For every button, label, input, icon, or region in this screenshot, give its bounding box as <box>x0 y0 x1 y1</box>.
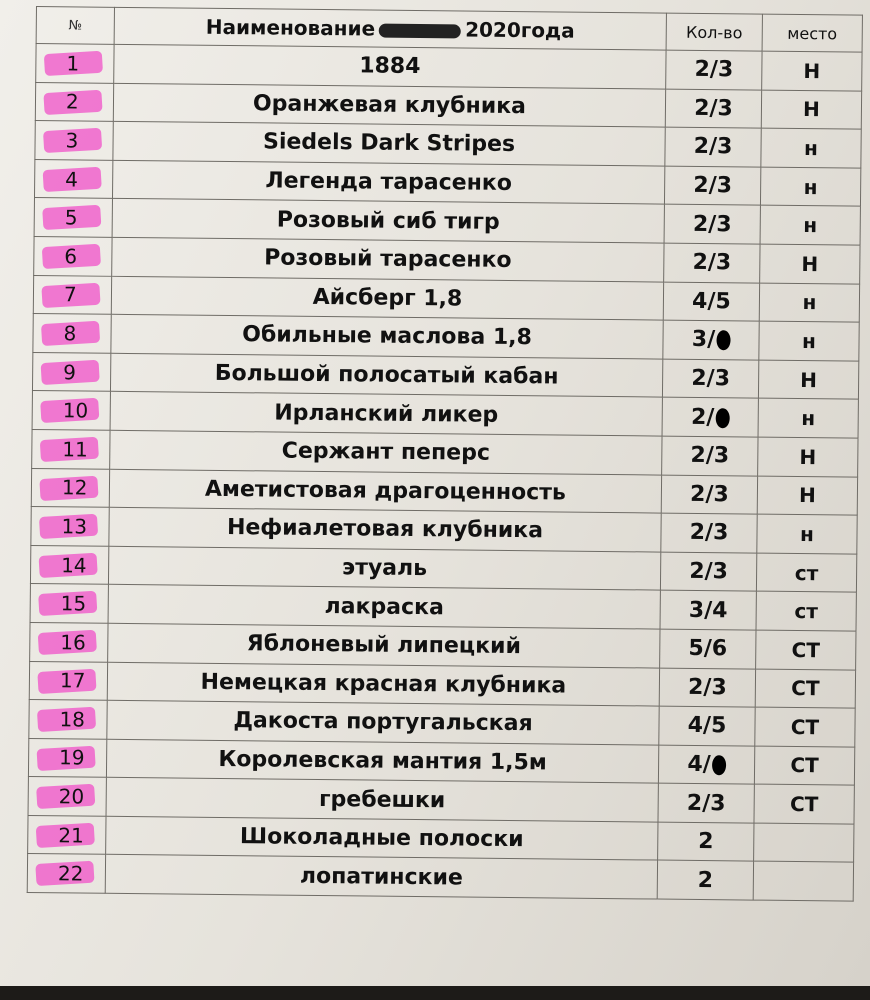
quantity-cell <box>658 822 754 862</box>
quantity-value: 2/3 <box>689 520 729 546</box>
variety-name: Обильные маслова 1,8 <box>111 314 663 358</box>
variety-name: Немецкая красная клубника <box>107 662 659 706</box>
place-value: СТ <box>754 784 854 824</box>
quantity-cell <box>660 590 756 630</box>
variety-name: Большой полосатый кабан <box>110 353 662 397</box>
place-value: н <box>759 321 859 361</box>
row-number-cell <box>30 622 108 661</box>
row-number-cell <box>29 661 107 700</box>
quantity-value: 2/3 <box>694 57 734 83</box>
place-value: н <box>760 167 860 207</box>
row-number-cell <box>35 82 113 121</box>
table-body <box>27 44 862 902</box>
place-value: СТ <box>755 669 855 709</box>
quantity-value: 2/3 <box>693 134 733 160</box>
variety-name: Легенда тарасенко <box>112 160 664 204</box>
row-number: 2 <box>65 89 79 114</box>
quantity-cell <box>666 50 762 90</box>
variety-name: Розовый сиб тигр <box>112 199 664 243</box>
place-value: Н <box>761 90 861 130</box>
header-name-text: Наименование <box>205 14 376 41</box>
quantity-value: 2/3 <box>694 95 733 122</box>
quantity-value: 4/ <box>687 751 711 778</box>
quantity-value: 2/3 <box>692 211 732 237</box>
variety-name: Яблоневый липецкий <box>108 623 660 667</box>
row-number: 1 <box>66 51 80 76</box>
quantity-cell <box>661 513 757 553</box>
variety-name: этуаль <box>108 546 660 590</box>
row-number: 16 <box>60 629 86 655</box>
variety-name: Сержант пеперс <box>110 430 662 474</box>
quantity-value: 2/3 <box>691 365 731 392</box>
row-number: 21 <box>58 822 84 848</box>
quantity-cell <box>658 783 754 823</box>
quantity-value: 4/5 <box>687 713 727 739</box>
row-number: 10 <box>62 398 89 423</box>
row-number: 13 <box>61 514 88 539</box>
redaction-mark <box>379 23 461 38</box>
variety-name: 1884 <box>114 44 666 88</box>
ink-blot <box>715 408 729 428</box>
variety-name: Нефиалетовая клубника <box>109 507 661 551</box>
variety-name: Siedels Dark Stripes <box>113 122 665 166</box>
quantity-value: 2/ <box>690 404 715 430</box>
place-value: Н <box>757 476 857 516</box>
variety-name: Аметистовая драгоценность <box>109 469 661 513</box>
header-number: № <box>36 7 114 45</box>
variety-name: Ирланский ликер <box>110 392 662 436</box>
table-surface-edge <box>0 986 870 1000</box>
quantity-cell <box>659 706 755 746</box>
place-value: Н <box>760 244 860 284</box>
row-number-cell <box>31 507 109 546</box>
row-number-cell <box>34 236 112 275</box>
quantity-cell <box>660 552 756 592</box>
row-number-cell <box>35 121 113 160</box>
variety-name: Оранжевая клубника <box>113 83 665 127</box>
row-number: 8 <box>63 321 77 346</box>
place-value: н <box>757 514 857 554</box>
header-place: место <box>762 14 862 52</box>
row-number-cell <box>29 700 107 739</box>
place-value <box>753 862 853 902</box>
row-number-cell <box>33 275 111 314</box>
place-value: Н <box>758 360 858 400</box>
row-number: 4 <box>65 166 79 192</box>
place-value: СТ <box>754 746 854 786</box>
row-number: 3 <box>65 128 79 153</box>
place-value: Н <box>758 437 858 477</box>
quantity-cell <box>662 359 758 399</box>
quantity-cell <box>657 861 753 901</box>
header-quantity: Кол-во <box>666 13 762 51</box>
ink-blot <box>712 755 726 775</box>
quantity-cell <box>665 127 761 167</box>
quantity-cell <box>664 204 760 244</box>
quantity-value: 2/3 <box>689 481 729 508</box>
row-number: 20 <box>58 784 85 809</box>
row-number: 14 <box>61 552 87 578</box>
quantity-cell <box>665 89 761 129</box>
place-value: н <box>760 205 860 245</box>
quantity-value: 2/3 <box>693 172 733 199</box>
quantity-value: 2/3 <box>690 443 730 469</box>
quantity-value: 2/3 <box>687 674 727 701</box>
row-number: 12 <box>61 475 88 500</box>
quantity-value: 2/3 <box>689 558 729 585</box>
quantity-cell <box>663 320 759 360</box>
variety-name: лакраска <box>108 585 660 629</box>
row-number: 17 <box>59 668 86 693</box>
row-number-cell <box>28 777 106 816</box>
row-number-cell <box>32 352 110 391</box>
quantity-cell <box>662 436 758 476</box>
quantity-value: 2 <box>697 829 714 855</box>
quantity-cell <box>663 282 759 322</box>
quantity-value: 4/5 <box>691 288 731 315</box>
row-number-cell <box>32 391 110 430</box>
place-value: Н <box>762 51 862 91</box>
row-number-cell <box>34 159 112 198</box>
row-number: 22 <box>57 861 84 886</box>
variety-name: Айсберг 1,8 <box>111 276 663 320</box>
row-number: 11 <box>62 437 88 462</box>
ink-blot <box>716 331 730 351</box>
header-year-text: 2020года <box>465 17 575 43</box>
quantity-cell <box>659 668 755 708</box>
row-number: 7 <box>63 282 77 307</box>
place-value: н <box>758 398 858 438</box>
quantity-value: 2/3 <box>686 790 726 816</box>
row-number-cell <box>30 545 108 584</box>
quantity-cell <box>662 397 758 437</box>
row-number: 18 <box>59 707 86 732</box>
seed-list-table <box>27 6 863 902</box>
quantity-value: 5/6 <box>688 636 728 662</box>
row-number: 15 <box>60 591 87 616</box>
table-row <box>27 854 853 901</box>
variety-name: лопатинские <box>105 855 657 899</box>
row-number: 5 <box>64 205 78 230</box>
row-number-cell <box>34 198 112 237</box>
row-number-cell <box>28 738 106 777</box>
row-number-cell <box>30 584 108 623</box>
place-value: СТ <box>755 707 855 747</box>
quantity-value: 3/ <box>691 327 716 353</box>
row-number: 19 <box>59 745 85 771</box>
row-number-cell <box>32 429 110 468</box>
place-value: ст <box>756 591 856 631</box>
quantity-cell <box>658 745 754 785</box>
variety-name: Розовый тарасенко <box>112 237 664 281</box>
variety-name: гребешки <box>106 778 658 822</box>
place-value <box>754 823 854 863</box>
place-value: СТ <box>756 630 856 670</box>
place-value: н <box>761 128 861 168</box>
row-number-cell <box>33 314 111 353</box>
variety-name: Шоколадные полоски <box>106 816 658 860</box>
quantity-cell <box>660 629 756 669</box>
header-name <box>114 7 666 50</box>
quantity-value: 2/3 <box>692 250 732 276</box>
place-value: ст <box>756 553 856 593</box>
place-value: н <box>759 283 859 323</box>
row-number: 9 <box>63 359 77 384</box>
quantity-value: 3/4 <box>688 597 728 623</box>
row-number: 6 <box>64 244 78 269</box>
row-number-cell <box>31 468 109 507</box>
quantity-cell <box>664 243 760 283</box>
quantity-cell <box>661 475 757 515</box>
quantity-cell <box>664 166 760 206</box>
row-number-cell <box>36 44 114 83</box>
variety-name: Дакоста португальская <box>107 700 659 744</box>
row-number-cell <box>27 854 105 893</box>
quantity-value: 2 <box>697 867 714 893</box>
row-number-cell <box>28 815 106 854</box>
variety-name: Королевская мантия 1,5м <box>106 739 658 783</box>
